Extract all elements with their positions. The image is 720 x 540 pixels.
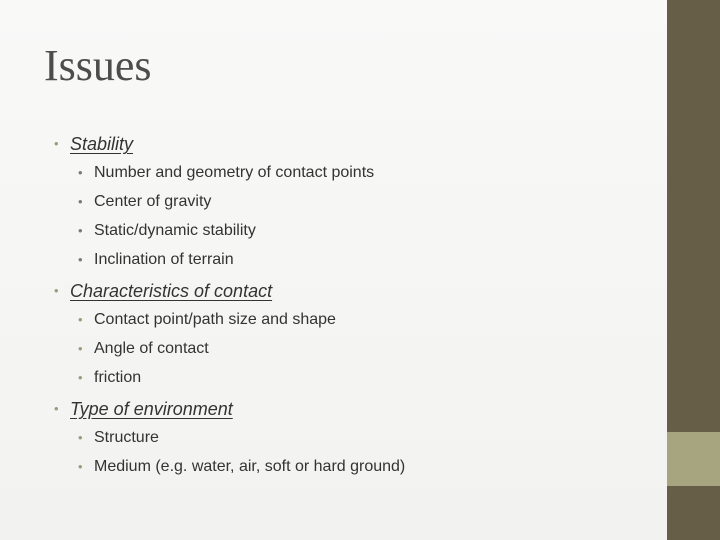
section-heading-text: Stability [70,134,134,154]
section-heading-text: Characteristics of contact [70,281,273,301]
list-item-text: Number and geometry of contact points [94,164,375,181]
sidebar-accent-block [667,432,720,486]
list-item-text: Center of gravity [94,193,212,210]
list-item-text: Static/dynamic stability [94,222,256,239]
list-item-text: Medium (e.g. water, air, soft or hard ground) [94,458,406,475]
bullet-icon: • [54,283,59,298]
list-item-text: Structure [94,429,159,446]
section-heading-text: Type of environment [70,399,233,419]
bullet-icon: • [78,223,83,238]
bullet-icon: • [78,252,83,267]
bullet-icon: • [54,401,59,416]
bullet-icon: • [54,136,59,151]
list-item-text: friction [94,369,142,386]
bullet-icon: • [78,312,83,327]
list-item-text: Angle of contact [94,340,209,357]
bullet-icon: • [78,459,83,474]
bullet-icon: • [78,165,83,180]
bullet-icon: • [78,194,83,209]
bullet-icon: • [78,430,83,445]
bullet-icon: • [78,370,83,385]
slide-title: Issues [44,41,152,90]
bullet-icon: • [78,341,83,356]
list-item-text: Contact point/path size and shape [94,311,336,328]
list-item-text: Inclination of terrain [94,251,234,268]
